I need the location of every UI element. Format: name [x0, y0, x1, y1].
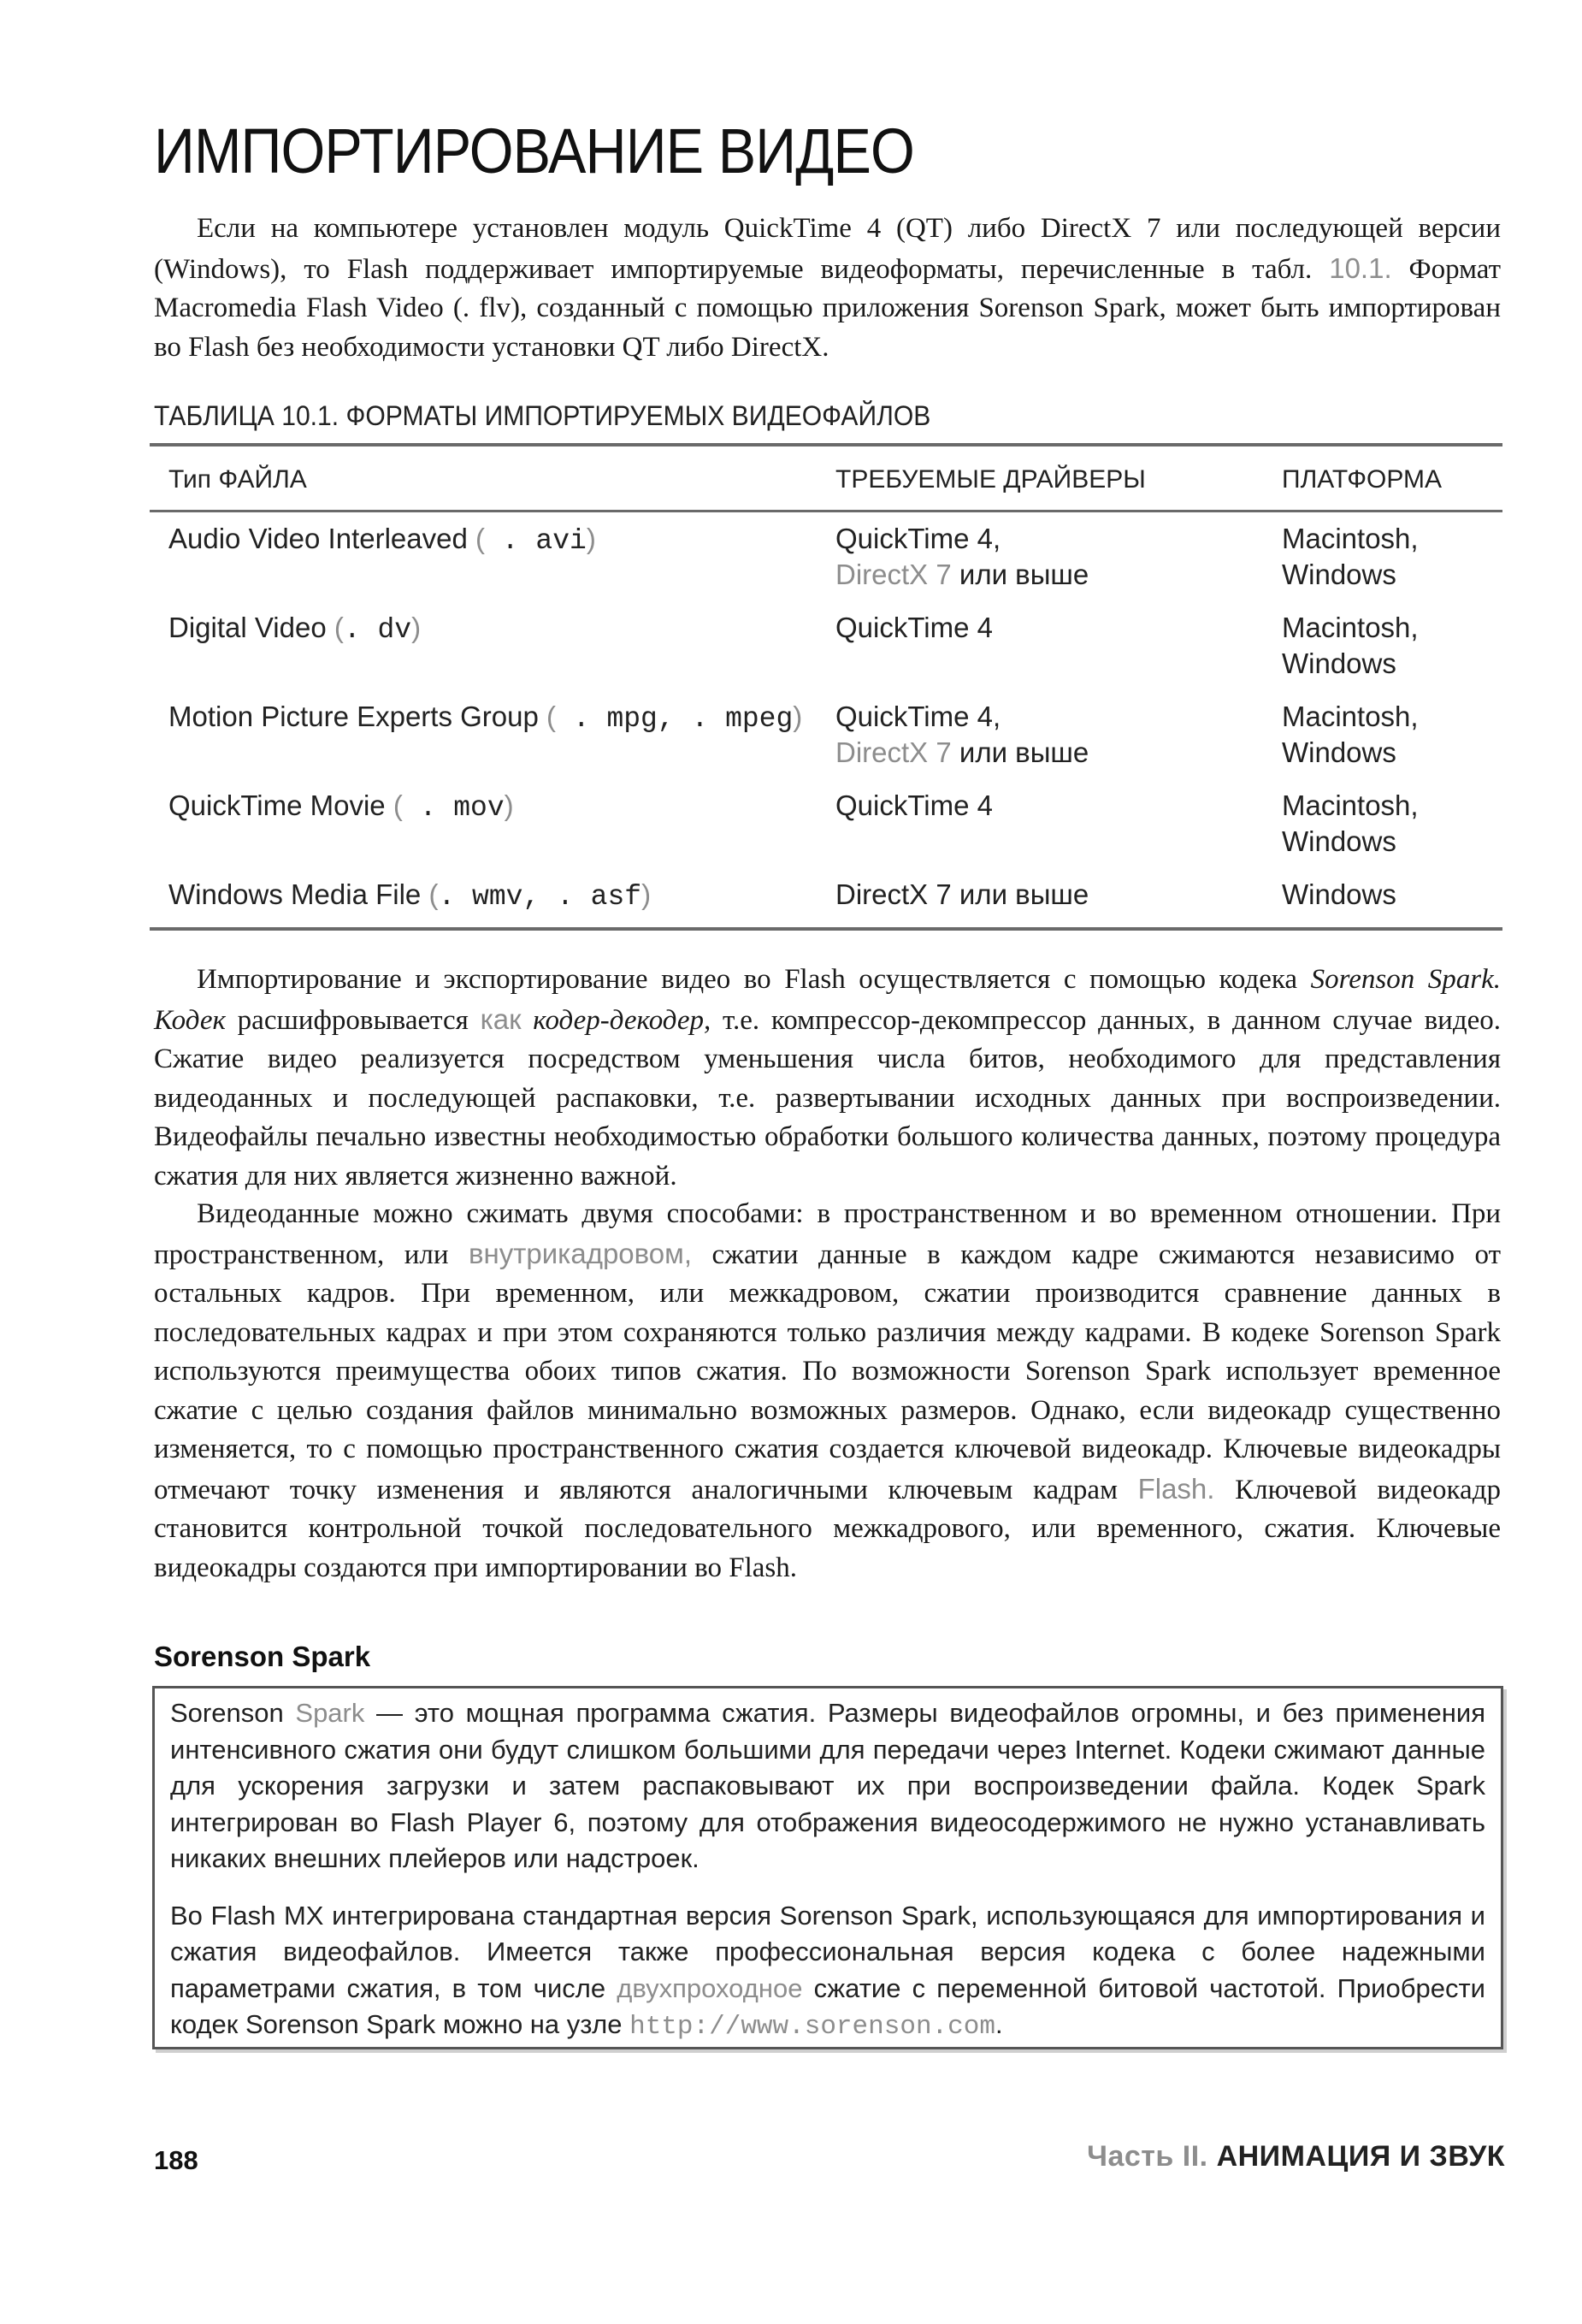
cell-drivers — [817, 601, 1263, 690]
paren-close: ) — [586, 523, 596, 554]
file-type-name: Audio Video Interleaved — [168, 523, 475, 554]
sidebar-p1-text-1: Sorenson — [170, 1698, 296, 1728]
file-extension: . avi — [485, 525, 587, 557]
cell-platform — [1263, 868, 1502, 929]
driver-suffix: или выше — [951, 736, 1089, 768]
paren-open: ( — [546, 701, 557, 732]
header-platform: ПЛАТФОРМА — [1263, 445, 1502, 512]
cell-file-type — [150, 868, 817, 929]
sidebar-heading: Sorenson Spark — [154, 1641, 371, 1672]
para2-gray-word: как — [480, 1002, 522, 1035]
file-extension: . wmv, . asf — [438, 881, 642, 913]
running-head — [1087, 2140, 1505, 2173]
platform-line-1: Macintosh, — [1282, 523, 1419, 554]
table-row — [150, 512, 1502, 602]
platform-line-1: Macintosh, — [1282, 701, 1419, 732]
file-type-name: QuickTime Movie — [168, 789, 393, 821]
para2-text-4: т.е. компрессор-декомпрессор данных, в данном случае видео. Сжатие видео реализуется посредством уменьшения числа битов, необходимого для представления видеоданных и последующей распаковки, т.е. развертывании исходных данных при воспроизведении. Видеофайлы печально известны необходимостью обработки большого количества данных, поэтому процедура сжатия для них является жизненно важной. — [154, 1004, 1502, 1192]
platform-line-1: Macintosh, — [1282, 612, 1419, 643]
para3-text-3: Ключевой видеокадр становится контрольной точкой последовательного межкадрового, или временного, сжатия. Ключевые видеокадры создаются при импортировании во Flash. — [154, 1474, 1501, 1583]
platform-line-2: Windows — [1282, 559, 1396, 590]
driver-line-1: QuickTime 4, — [835, 523, 1001, 554]
cell-platform — [1263, 779, 1502, 868]
table-header-row — [150, 445, 1502, 512]
para3-gray-flash: Flash. — [1137, 1472, 1215, 1505]
para3-text-1: Видеоданные можно сжимать двумя способами: в пространственном и во временном отношении. При пространственном, или — [154, 1198, 1501, 1270]
formats-table — [150, 443, 1502, 931]
driver-line-1: DirectX 7 или выше — [835, 878, 1089, 910]
page-title: ИМПОРТИРОВАНИЕ ВИДЕО — [154, 115, 914, 186]
file-extension: . mpg, . mpeg — [556, 703, 794, 735]
paren-open: ( — [334, 612, 344, 643]
para3-text-2: сжатии данные в каждом кадре сжимаются независимо от остальных кадров. При временном, или межкадровом, сжатии производится сравнение данных в последовательных кадрах и при этом сохраняются только различия между кадрами. В кодеке Sorenson Spark используются преимущества обоих типов сжатия. По возможности Sorenson Spark использует временное сжатие с целью создания файлов минимально возможных размеров. Однако, если видеокадр существенно изменяется, то с помощью пространственного сжатия создается ключевой видеокадр. Ключевые видеокадры отмечают точку изменения и являются аналогичными ключевым кадрам — [154, 1239, 1502, 1505]
cell-drivers — [817, 690, 1263, 779]
cell-drivers — [817, 868, 1263, 929]
file-extension: . dv — [343, 614, 412, 646]
driver-gray: DirectX 7 — [835, 559, 952, 590]
cell-drivers — [817, 779, 1263, 868]
flv-extension: . flv — [462, 293, 511, 323]
paren-open: ( — [428, 878, 439, 910]
intro-text-3: ), созданный с помощью приложения Sorenson Spark, может быть импортирован во Flash без необходимости установки QT либо DirectX. — [154, 293, 1501, 363]
sidebar-paragraph-1 — [170, 1695, 1485, 1878]
sidebar-p1-gray: Spark — [295, 1698, 365, 1728]
file-extension: . mov — [402, 792, 505, 824]
paren-open: ( — [475, 523, 485, 554]
cell-file-type — [150, 512, 817, 602]
sidebar-p2-text-2: сжатие с переменной битовой частотой. Приобрести кодек Sorenson Spark можно на узле — [170, 1972, 1485, 2039]
table-caption: ТАБЛИЦА 10.1. ФОРМАТЫ ИМПОРТИРУЕМЫХ ВИДЕОФАЙЛОВ — [154, 400, 931, 431]
platform-line-2: Windows — [1282, 648, 1396, 679]
paren-close: ) — [641, 878, 652, 910]
paren-open: ( — [393, 789, 403, 821]
driver-suffix: или выше — [951, 559, 1089, 590]
sidebar-p2-text-1: Во Flash MX интегрирована стандартная версия Sorenson Spark, использующаяся для импортирования и сжатия видеофайлов. Имеется также профессиональная версия кодека с более надежными параметрами сжатия, в том числе — [170, 1900, 1485, 2003]
cell-file-type — [150, 779, 817, 868]
driver-gray: DirectX 7 — [835, 736, 952, 768]
sorenson-url-link[interactable]: http://www.sorenson.com — [629, 2012, 995, 2042]
table-row — [150, 690, 1502, 779]
cell-platform — [1263, 601, 1502, 690]
header-drivers: ТРЕБУЕМЫЕ ДРАЙВЕРЫ — [817, 445, 1263, 512]
cell-platform — [1263, 690, 1502, 779]
paren-close: ) — [793, 701, 803, 732]
sidebar-p2-text-3: . — [995, 2009, 1003, 2039]
part-label: Часть II. — [1087, 2140, 1208, 2173]
sidebar-p2-gray: двухпроходное — [617, 1972, 803, 2003]
cell-drivers — [817, 512, 1263, 602]
codec-paragraph — [154, 961, 1501, 1196]
para2-text-1: Импортирование и экспортирование видео во Flash осуществляется с помощью кодека — [197, 964, 1311, 995]
intro-paragraph — [154, 210, 1501, 367]
sidebar-paragraph-2 — [170, 1898, 1485, 2046]
platform-line-1: Macintosh, — [1282, 789, 1419, 821]
sidebar-box — [152, 1686, 1503, 2049]
cell-platform — [1263, 512, 1502, 602]
table-row — [150, 601, 1502, 690]
sidebar-p1-text-2: — это мощная программа сжатия. Размеры видеофайлов огромны, и без применения интенсивного сжатия они будут слишком большими для передачи через Internet. Кодеки сжимают данные для ускорения загрузки и затем распаковывают их при воспроизведении файла. Кодек Spark интегрирован во Flash Player 6, поэтому для отображения видеосодержимого не нужно устанавливать никаких внешних плейеров или надстроек. — [170, 1698, 1485, 1873]
file-type-name: Windows Media File — [168, 878, 429, 910]
driver-line-1: QuickTime 4, — [835, 701, 1001, 732]
part-title: АНИМАЦИЯ И ЗВУК — [1216, 2140, 1505, 2173]
table-row — [150, 779, 1502, 868]
para2-text-3 — [522, 1005, 534, 1036]
platform-line-2: Windows — [1282, 825, 1396, 857]
page-number: 188 — [154, 2145, 198, 2175]
intro-text-2: Формат Macromedia Flash Video ( — [154, 253, 1501, 323]
file-type-name: Digital Video — [168, 612, 334, 643]
cell-file-type — [150, 690, 817, 779]
para2-emphasis-2: кодер-декодер, — [533, 1004, 711, 1036]
platform-line-2: Windows — [1282, 736, 1396, 768]
driver-line-2 — [835, 557, 1263, 593]
platform-line-1: Windows — [1282, 878, 1396, 910]
compression-paragraph — [154, 1195, 1501, 1588]
driver-line-2 — [835, 735, 1263, 771]
para2-emphasis-1: Sorenson Spark. Кодек — [154, 964, 1501, 1036]
paren-close: ) — [504, 789, 514, 821]
para3-gray-term: внутрикадровом, — [469, 1237, 693, 1269]
file-type-name: Motion Picture Experts Group — [168, 701, 547, 732]
driver-line-1: QuickTime 4 — [835, 612, 993, 643]
intro-text-1: Если на компьютере установлен модуль QuickTime 4 (QT) либо DirectX 7 или последующей версии (Windows), то Flash поддерживает импортируемые видеоформаты, перечисленные в табл. — [154, 213, 1501, 285]
table-reference-link[interactable]: 10.1. — [1329, 251, 1392, 284]
paren-close: ) — [411, 612, 422, 643]
header-file-type: Тип ФАЙЛА — [150, 445, 817, 512]
cell-file-type — [150, 601, 817, 690]
driver-line-1: QuickTime 4 — [835, 789, 993, 821]
table-row — [150, 868, 1502, 929]
para2-text-2: расшифровывается — [225, 1004, 481, 1036]
